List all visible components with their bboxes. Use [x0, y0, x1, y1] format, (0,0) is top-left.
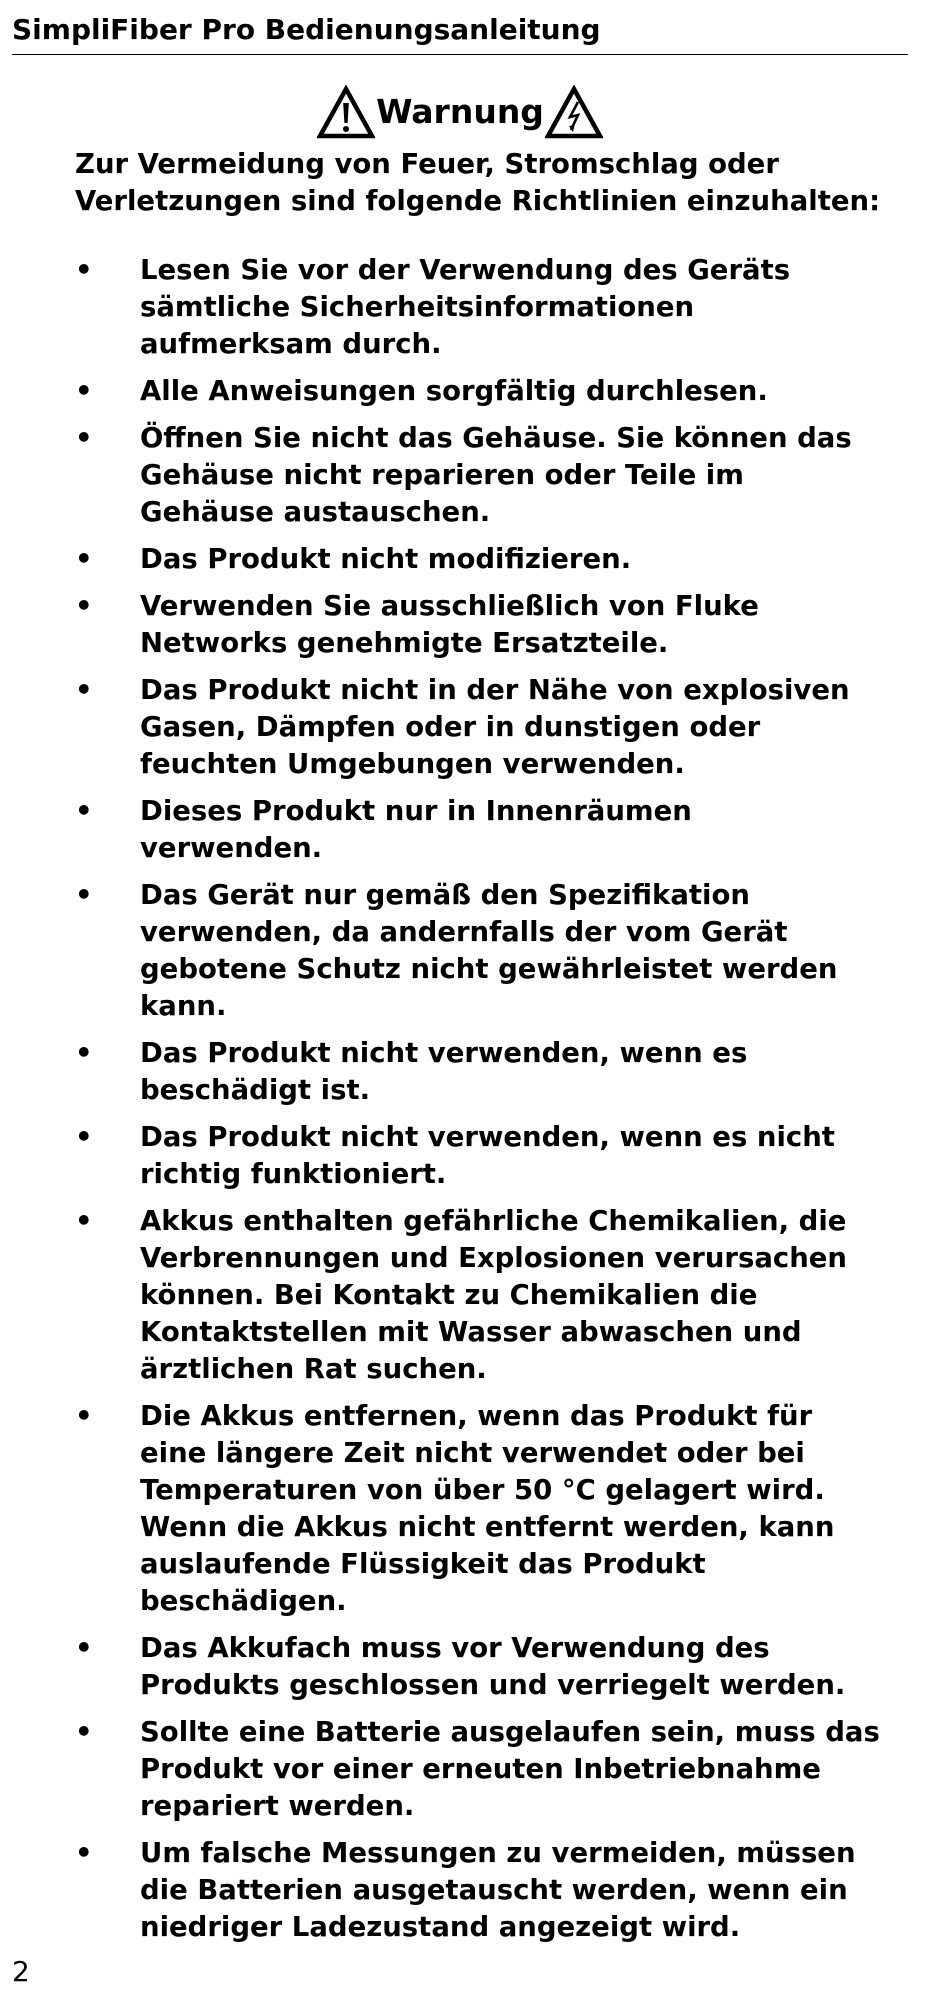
electrical-hazard-triangle-icon: [545, 85, 603, 139]
safety-rules-list: [75, 252, 880, 1956]
bullet-icon: •: [75, 254, 93, 286]
list-item: [75, 1035, 880, 1109]
list-item: [75, 1630, 880, 1704]
bullet-icon: •: [75, 795, 93, 827]
list-item-text: Alle Anweisungen sorgfältig durchlesen.: [140, 375, 768, 407]
bullet-icon: •: [75, 590, 93, 622]
list-item-text: Das Produkt nicht verwenden, wenn es beschädigt ist.: [140, 1037, 748, 1106]
list-item: [75, 252, 880, 363]
list-item-text: Die Akkus entfernen, wenn das Produkt für eine längere Zeit nicht verwendet oder bei Temperaturen von über 50 °C gelagert wird. Wenn die Akkus nicht entfernt werden, kann auslaufende Flüssigkeit das Produkt beschädigen.: [140, 1400, 835, 1617]
warning-intro: Zur Vermeidung von Feuer, Stromschlag oder Verletzungen sind folgende Richtlinien einzuhalten:: [75, 148, 881, 217]
list-item: [75, 1714, 880, 1825]
list-item: [75, 373, 880, 410]
warning-heading: [0, 82, 920, 142]
list-item: [75, 420, 880, 531]
list-item-text: Das Produkt nicht modifizieren.: [140, 543, 632, 575]
running-header: SimpliFiber Pro Bedienungsanleitung: [12, 10, 908, 55]
list-item-text: Öffnen Sie nicht das Gehäuse. Sie können das Gehäuse nicht reparieren oder Teile im Gehäuse austauschen.: [140, 422, 852, 528]
list-item: [75, 541, 880, 578]
bullet-icon: •: [75, 1037, 93, 1069]
bullet-icon: •: [75, 1400, 93, 1432]
bullet-icon: •: [75, 879, 93, 911]
list-item-text: Akkus enthalten gefährliche Chemikalien, die Verbrennungen und Explosionen verursachen können. Bei Kontakt zu Chemikalien die Kontaktstellen mit Wasser abwaschen und ärztlichen Rat suchen.: [140, 1205, 848, 1385]
list-item: [75, 1398, 880, 1620]
bullet-icon: •: [75, 543, 93, 575]
bullet-icon: •: [75, 1632, 93, 1664]
bullet-icon: •: [75, 1121, 93, 1153]
list-item: [75, 793, 880, 867]
list-item-text: Sollte eine Batterie ausgelaufen sein, muss das Produkt vor einer erneuten Inbetriebnahme repariert werden.: [140, 1716, 880, 1822]
list-item-text: Das Gerät nur gemäß den Spezifikation verwenden, da andernfalls der vom Gerät gebotene Schutz nicht gewährleistet werden kann.: [140, 879, 838, 1022]
bullet-icon: •: [75, 1837, 93, 1869]
bullet-icon: •: [75, 422, 93, 454]
page-number: 2: [12, 1955, 30, 1988]
list-item: [75, 1835, 880, 1946]
bullet-icon: •: [75, 1716, 93, 1748]
bullet-icon: •: [75, 674, 93, 706]
list-item-text: Um falsche Messungen zu vermeiden, müssen die Batterien ausgetauscht werden, wenn ein niedriger Ladezustand angezeigt wird.: [140, 1837, 856, 1943]
list-item-text: Das Produkt nicht verwenden, wenn es nicht richtig funktioniert.: [140, 1121, 835, 1190]
bullet-icon: •: [75, 375, 93, 407]
list-item: [75, 588, 880, 662]
list-item-text: Dieses Produkt nur in Innenräumen verwenden.: [140, 795, 692, 864]
warning-triangle-icon: [317, 85, 375, 139]
warning-heading-label: Warnung: [376, 92, 544, 131]
list-item: [75, 1203, 880, 1388]
list-item: [75, 877, 880, 1025]
list-item: [75, 672, 880, 783]
bullet-icon: •: [75, 1205, 93, 1237]
list-item-text: Lesen Sie vor der Verwendung des Geräts sämtliche Sicherheitsinformationen aufmerksam durch.: [140, 254, 791, 360]
list-item: [75, 1119, 880, 1193]
list-item-text: Das Akkufach muss vor Verwendung des Produkts geschlossen und verriegelt werden.: [140, 1632, 846, 1701]
list-item-text: Verwenden Sie ausschließlich von Fluke Networks genehmigte Ersatzteile.: [140, 590, 759, 659]
list-item-text: Das Produkt nicht in der Nähe von explosiven Gasen, Dämpfen oder in dunstigen oder feuchten Umgebungen verwenden.: [140, 674, 850, 780]
